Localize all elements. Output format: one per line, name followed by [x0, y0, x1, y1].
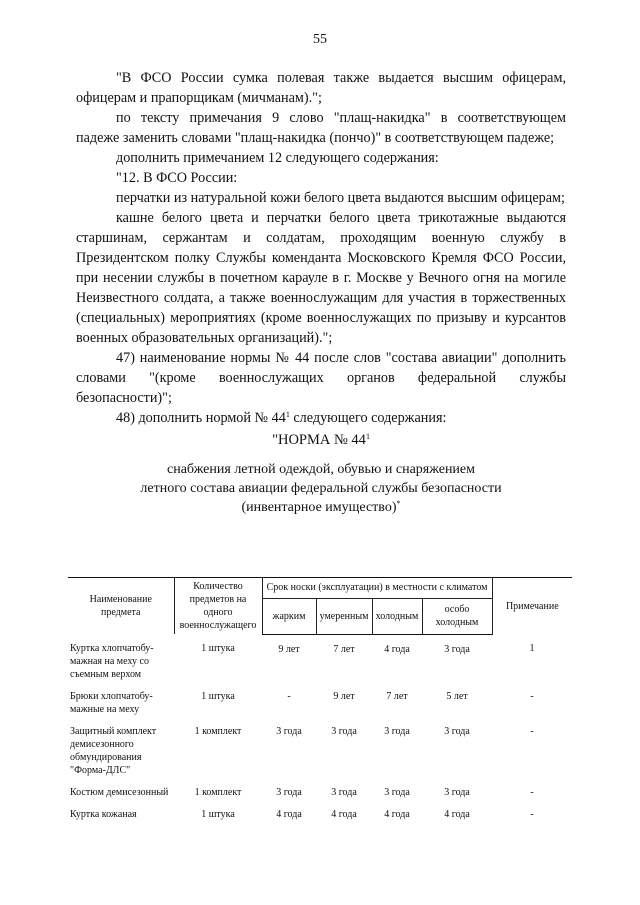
norm-subtitle-line: летного состава авиации федеральной службы безопасности	[140, 481, 502, 496]
cell-moderate: 3 года	[331, 787, 357, 798]
paragraph: кашне белого цвета и перчатки белого цвета трикотажные выдаются старшинам, сержантам и солдатам, проходящим военную службу в Президентском полку Службы коменданта Московского Кремля ФСО России, при несении службы в почетном карауле в г. Москве у Вечного огня на могиле Неизвестного солдата, а также военнослужащим для участия в торжественных (специальных) мероприятиях (кроме военнослужащих по призыву и курсантов военных образовательных организаций).";	[76, 210, 566, 346]
paragraph-48-tail: следующего содержания:	[289, 410, 447, 426]
cell-note: -	[530, 691, 534, 702]
header-name: Наименование предмета	[68, 578, 174, 635]
header-note: Примечание	[492, 578, 572, 635]
cell-moderate: 3 года	[331, 726, 357, 737]
document-body	[76, 68, 566, 517]
cell-note: -	[530, 726, 534, 737]
cell-very-cold: 3 года	[444, 643, 470, 655]
superscript: 1	[285, 410, 290, 419]
cell-cold: 4 года	[384, 809, 410, 820]
superscript: *	[396, 499, 401, 508]
paragraph: 47) наименование нормы № 44 после слов "состава авиации" дополнить словами "(кроме военнослужащих органов федеральной службы безопасности)";	[76, 350, 566, 406]
paragraph: "В ФСО России сумка полевая также выдается высшим офицерам, офицерам и прапорщикам (мичманам).";	[76, 70, 566, 106]
cell-quantity: 1 комплект	[194, 726, 242, 737]
cell-note: 1	[529, 643, 535, 654]
cell-cold: 3 года	[384, 787, 410, 798]
cell-name: Брюки хлопчатобу-мажные на меху	[70, 691, 153, 715]
cell-note: -	[530, 809, 534, 820]
cell-very-cold: 3 года	[444, 787, 470, 798]
page-number: 55	[313, 32, 327, 47]
cell-hot: 9 лет	[278, 643, 300, 655]
cell-hot: 3 года	[276, 726, 302, 737]
cell-quantity: 1 штука	[201, 643, 235, 654]
norm-table	[68, 577, 572, 827]
header-period: Срок носки (эксплуатации) в местности с климатом	[262, 578, 492, 599]
cell-hot: 4 года	[276, 809, 302, 820]
cell-quantity: 1 комплект	[194, 787, 242, 798]
cell-cold: 4 года	[384, 643, 410, 655]
cell-cold: 7 лет	[386, 691, 408, 702]
table-row	[68, 805, 572, 827]
cell-name: Защитный комплект демисезонного обмундирования "Форма-ДЛС"	[70, 726, 157, 776]
paragraph: перчатки из натуральной кожи белого цвета выдаются высшим офицерам;	[116, 190, 565, 206]
norm-subtitle-line: снабжения летной одеждой, обувью и снаряжением	[167, 462, 475, 477]
paragraph: по тексту примечания 9 слово "плащ-накидка" в соответствующем падеже заменить словами "плащ-накидка (пончо)" в соответствующем падеже;	[76, 110, 566, 146]
norm-title	[76, 430, 566, 450]
header-moderate: умеренным	[316, 598, 372, 634]
cell-moderate: 7 лет	[333, 643, 355, 655]
table-row	[68, 687, 572, 722]
cell-quantity: 1 штука	[201, 809, 235, 820]
cell-name: Куртка хлопчатобу-мажная на меху со съемным верхом	[70, 643, 154, 680]
header-hot: жарким	[262, 598, 316, 634]
cell-note: -	[530, 787, 534, 798]
cell-very-cold: 4 года	[444, 809, 470, 820]
cell-name: Костюм демисезонный	[70, 787, 169, 798]
paragraph-48-text: 48) дополнить нормой № 44	[116, 410, 286, 426]
cell-moderate: 9 лет	[333, 691, 355, 702]
paragraph: дополнить примечанием 12 следующего содержания:	[116, 150, 439, 166]
cell-hot: -	[287, 691, 291, 702]
paragraph: "12. В ФСО России:	[116, 170, 238, 186]
cell-name: Куртка кожаная	[70, 809, 137, 820]
header-cold: холодным	[372, 598, 422, 634]
cell-cold: 3 года	[384, 726, 410, 737]
cell-very-cold: 5 лет	[446, 691, 468, 702]
table-row	[68, 783, 572, 805]
cell-hot: 3 года	[276, 787, 302, 798]
paragraph-48	[76, 408, 566, 428]
superscript: 1	[365, 432, 370, 441]
cell-very-cold: 3 года	[444, 726, 470, 737]
table-row	[68, 722, 572, 783]
cell-quantity: 1 штука	[201, 691, 235, 702]
header-quantity: Количество предметов на одного военнослужащего	[174, 578, 262, 635]
norm-subtitle-line: (инвентарное имущество)	[241, 500, 397, 515]
cell-moderate: 4 года	[331, 809, 357, 820]
norm-subtitle	[76, 460, 566, 517]
table-row	[68, 634, 572, 687]
norm-title-text: "НОРМА № 44	[272, 432, 366, 448]
header-very-cold: особо холодным	[422, 598, 492, 634]
